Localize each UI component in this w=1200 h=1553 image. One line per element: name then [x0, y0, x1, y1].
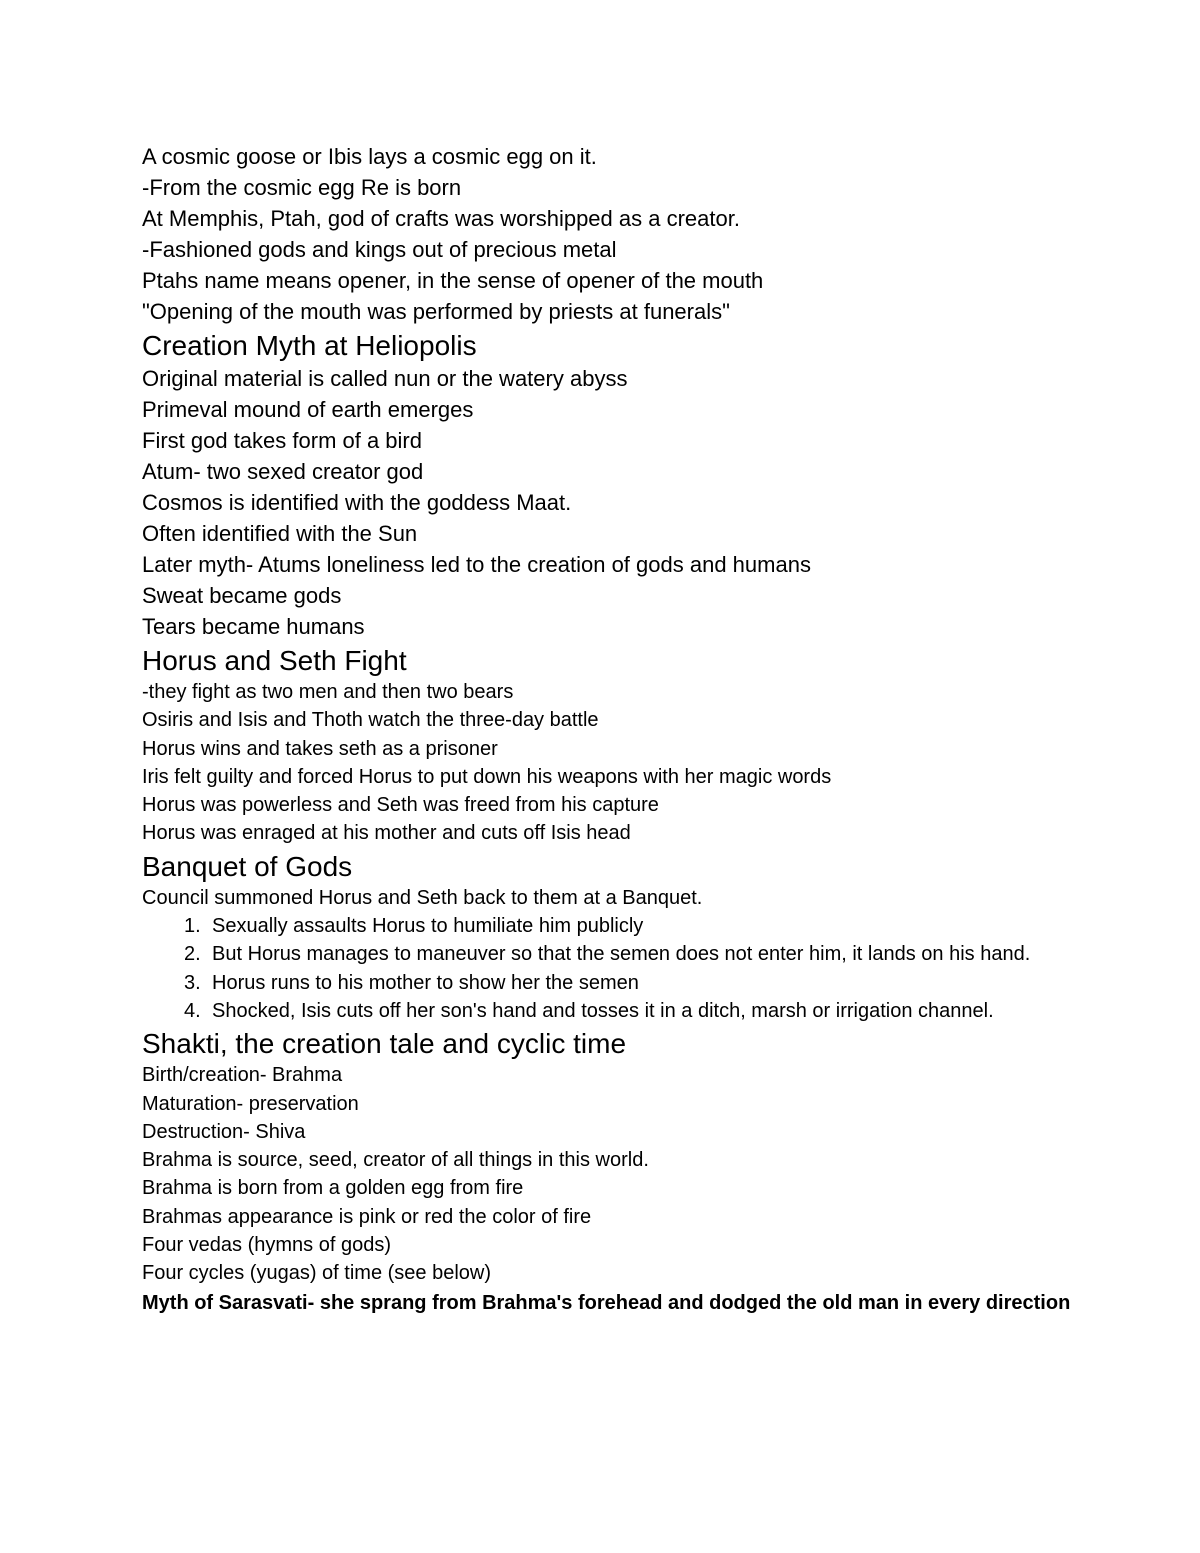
section-banquet — [142, 849, 1082, 1025]
section-line: Atum- two sexed creator god — [142, 459, 424, 484]
list-item-text: But Horus manages to maneuver so that the semen does not enter him, it lands on his hand. — [212, 943, 1031, 966]
numbered-list — [142, 912, 1082, 1025]
list-item-text: Sexually assaults Horus to humiliate him publicly — [212, 915, 644, 938]
section-line: -they fight as two men and then two bears — [142, 681, 514, 703]
list-number: 3. — [184, 971, 201, 994]
section-line: Horus was powerless and Seth was freed from his capture — [142, 794, 659, 817]
section-line: Brahma is source, seed, creator of all things in this world. — [142, 1149, 649, 1172]
section-heading: Creation Myth at Heliopolis — [142, 330, 477, 361]
section-line: Four cycles (yugas) of time (see below) — [142, 1262, 492, 1285]
section-heading: Horus and Seth Fight — [142, 645, 407, 676]
section-line: Tears became humans — [142, 614, 365, 639]
intro-line: -From the cosmic egg Re is born — [142, 175, 462, 200]
section-line: Primeval mound of earth emerges — [142, 397, 474, 422]
section-line: Later myth- Atums loneliness led to the creation of gods and humans — [142, 552, 811, 577]
section-intro: Council summoned Horus and Seth back to them at a Banquet. — [142, 886, 703, 909]
section-heading: Shakti, the creation tale and cyclic time — [142, 1028, 627, 1060]
section-line: Four vedas (hymns of gods) — [142, 1234, 391, 1257]
intro-block — [142, 141, 1082, 327]
section-line: Horus wins and takes seth as a prisoner — [142, 737, 498, 760]
bold-paragraph: Myth of Sarasvati- she sprang from Brahma's forehead and dodged the old man in every direction — [142, 1291, 1071, 1314]
list-item-text: Horus runs to his mother to show her the semen — [212, 971, 639, 994]
list-number: 2. — [184, 943, 201, 966]
section-heading: Banquet of Gods — [142, 850, 353, 882]
section-line: Birth/creation- Brahma — [142, 1064, 343, 1087]
section-line: Horus was enraged at his mother and cuts off Isis head — [142, 822, 631, 845]
list-item — [142, 969, 1082, 997]
list-item — [142, 912, 1082, 940]
section-heliopolis — [142, 328, 1082, 642]
section-line: First god takes form of a bird — [142, 428, 422, 453]
list-item — [142, 940, 1082, 968]
section-shakti — [142, 1026, 1082, 1317]
list-item-text: Shocked, Isis cuts off her son's hand and tosses it in a ditch, marsh or irrigation channel. — [212, 999, 994, 1022]
section-line: Sweat became gods — [142, 583, 342, 608]
section-line: Brahmas appearance is pink or red the color of fire — [142, 1205, 592, 1228]
list-number: 1. — [184, 915, 201, 938]
section-line: Iris felt guilty and forced Horus to put down his weapons with her magic words — [142, 765, 832, 788]
section-line: Destruction- Shiva — [142, 1120, 306, 1143]
intro-line: -Fashioned gods and kings out of precious metal — [142, 237, 617, 262]
intro-line: Ptahs name means opener, in the sense of opener of the mouth — [142, 268, 764, 293]
section-line: Cosmos is identified with the goddess Maat. — [142, 490, 572, 515]
section-line: Brahma is born from a golden egg from fire — [142, 1177, 524, 1200]
intro-line: At Memphis, Ptah, god of crafts was worshipped as a creator. — [142, 206, 740, 231]
list-item — [142, 997, 1082, 1025]
section-line: Osiris and Isis and Thoth watch the three-day battle — [142, 709, 599, 732]
intro-line: "Opening of the mouth was performed by priests at funerals" — [142, 299, 730, 324]
section-line: Often identified with the Sun — [142, 521, 418, 546]
list-number: 4. — [184, 999, 201, 1022]
intro-line: A cosmic goose or Ibis lays a cosmic egg on it. — [142, 144, 597, 169]
section-horus-seth — [142, 643, 1082, 848]
document-page — [142, 141, 1082, 1318]
section-line: Maturation- preservation — [142, 1092, 359, 1115]
section-line: Original material is called nun or the watery abyss — [142, 366, 628, 391]
